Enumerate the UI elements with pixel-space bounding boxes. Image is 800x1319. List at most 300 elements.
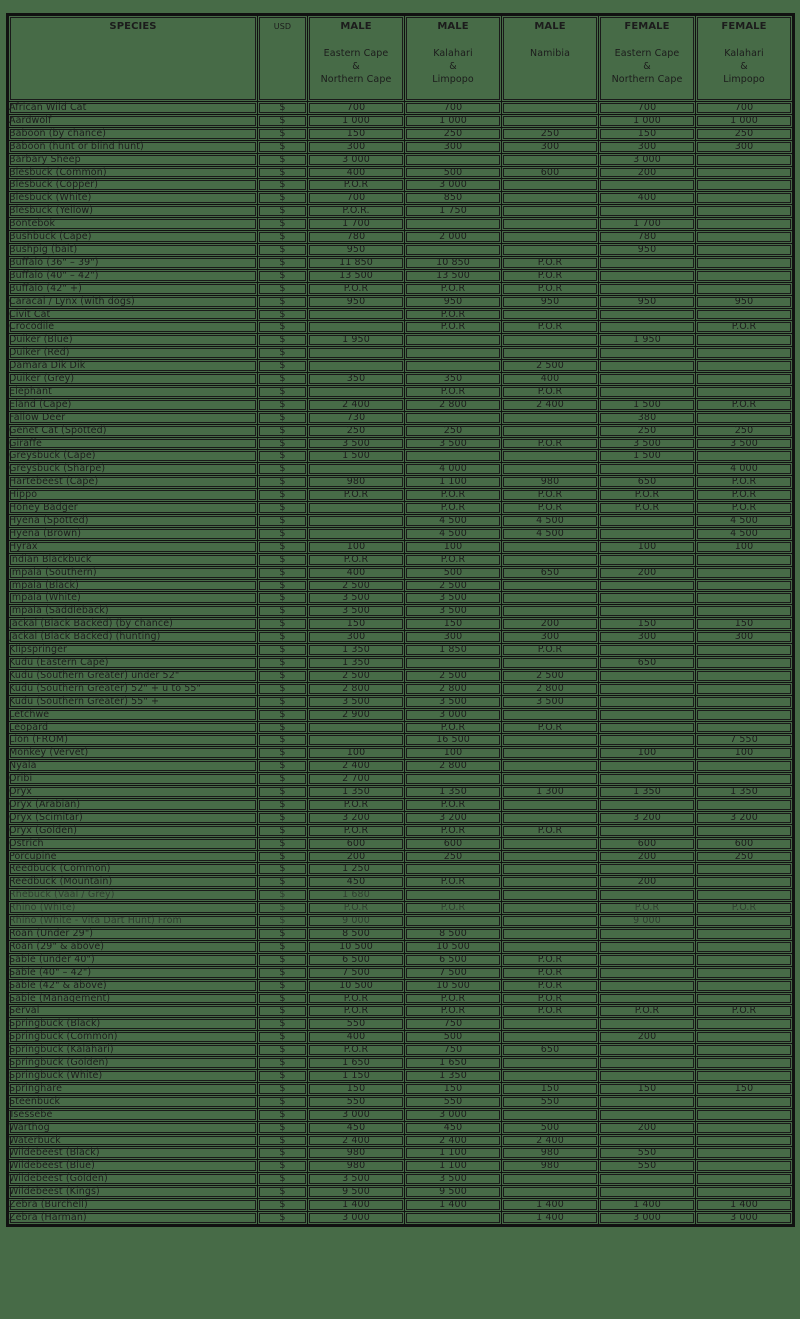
species-cell: Bontebok	[9, 218, 257, 230]
male-namibia-cell	[502, 592, 598, 604]
header-species: SPECIES	[9, 16, 257, 101]
species-cell: Bushpig (bait)	[9, 244, 257, 256]
female-kalahari-limpopo-cell	[696, 1096, 792, 1108]
male-kalahari-limpopo-cell: 750	[405, 1044, 501, 1056]
currency-cell: $	[258, 244, 307, 256]
male-kalahari-limpopo-cell: P.O.R	[405, 876, 501, 888]
species-cell: Lion (FROM)	[9, 734, 257, 746]
table-row	[9, 812, 792, 824]
currency-cell: $	[258, 1135, 307, 1147]
male-namibia-cell	[502, 1031, 598, 1043]
table-row	[9, 373, 792, 385]
male-kalahari-limpopo-cell: 10 500	[405, 980, 501, 992]
female-eastern-northern-cape-cell: 1 500	[599, 399, 695, 411]
currency-cell: $	[258, 567, 307, 579]
female-eastern-northern-cape-cell	[599, 321, 695, 333]
male-eastern-northern-cape-cell: 550	[308, 1018, 404, 1030]
currency-cell: $	[258, 954, 307, 966]
male-eastern-northern-cape-cell: 300	[308, 141, 404, 153]
male-namibia-cell: 650	[502, 1044, 598, 1056]
female-kalahari-limpopo-cell: 150	[696, 1083, 792, 1095]
species-cell: Roan (Under 29")	[9, 928, 257, 940]
species-cell: Rhino (White)	[9, 902, 257, 914]
male-kalahari-limpopo-cell: 250	[405, 425, 501, 437]
table-row	[9, 476, 792, 488]
currency-cell: $	[258, 1018, 307, 1030]
table-row	[9, 179, 792, 191]
female-eastern-northern-cape-cell	[599, 1018, 695, 1030]
male-eastern-northern-cape-cell: P.O.R	[308, 993, 404, 1005]
male-eastern-northern-cape-cell	[308, 515, 404, 527]
male-namibia-cell	[502, 1186, 598, 1198]
female-kalahari-limpopo-cell	[696, 889, 792, 901]
male-kalahari-limpopo-cell	[405, 360, 501, 372]
female-eastern-northern-cape-cell: 200	[599, 876, 695, 888]
male-kalahari-limpopo-cell	[405, 773, 501, 785]
male-eastern-northern-cape-cell: 9 000	[308, 915, 404, 927]
male-kalahari-limpopo-cell: 2 500	[405, 580, 501, 592]
female-eastern-northern-cape-cell	[599, 386, 695, 398]
male-kalahari-limpopo-cell: 8 500	[405, 928, 501, 940]
male-kalahari-limpopo-cell: P.O.R	[405, 993, 501, 1005]
female-kalahari-limpopo-cell	[696, 799, 792, 811]
male-eastern-northern-cape-cell: 250	[308, 425, 404, 437]
table-row	[9, 838, 792, 850]
currency-cell: $	[258, 373, 307, 385]
female-kalahari-limpopo-cell	[696, 722, 792, 734]
male-eastern-northern-cape-cell: 2 500	[308, 580, 404, 592]
male-eastern-northern-cape-cell: 150	[308, 1083, 404, 1095]
male-kalahari-limpopo-cell: 13 500	[405, 270, 501, 282]
female-eastern-northern-cape-cell	[599, 463, 695, 475]
species-cell: Warthog	[9, 1122, 257, 1134]
male-eastern-northern-cape-cell: 700	[308, 192, 404, 204]
table-row	[9, 528, 792, 540]
table-row	[9, 425, 792, 437]
currency-cell: $	[258, 670, 307, 682]
male-kalahari-limpopo-cell: P.O.R	[405, 722, 501, 734]
species-cell: Oribi	[9, 773, 257, 785]
table-row	[9, 218, 792, 230]
female-kalahari-limpopo-cell	[696, 218, 792, 230]
male-namibia-cell: 200	[502, 618, 598, 630]
female-eastern-northern-cape-cell	[599, 283, 695, 295]
male-namibia-cell	[502, 799, 598, 811]
female-eastern-northern-cape-cell	[599, 554, 695, 566]
male-kalahari-limpopo-cell: 500	[405, 567, 501, 579]
male-namibia-cell: 250	[502, 128, 598, 140]
female-kalahari-limpopo-cell: 3 500	[696, 438, 792, 450]
male-eastern-northern-cape-cell: 700	[308, 102, 404, 114]
male-namibia-cell: P.O.R	[502, 722, 598, 734]
female-kalahari-limpopo-cell	[696, 1070, 792, 1082]
species-cell: Monkey (Vervet)	[9, 747, 257, 759]
currency-cell: $	[258, 980, 307, 992]
male-namibia-cell: 980	[502, 1147, 598, 1159]
species-cell: Blesbuck (Copper)	[9, 179, 257, 191]
female-eastern-northern-cape-cell: 400	[599, 192, 695, 204]
male-kalahari-limpopo-cell: 1 400	[405, 1199, 501, 1211]
male-kalahari-limpopo-cell: 100	[405, 747, 501, 759]
female-kalahari-limpopo-cell	[696, 1173, 792, 1185]
currency-cell: $	[258, 412, 307, 424]
table-row	[9, 954, 792, 966]
male-kalahari-limpopo-cell	[405, 1212, 501, 1224]
female-eastern-northern-cape-cell	[599, 954, 695, 966]
male-eastern-northern-cape-cell: 2 800	[308, 683, 404, 695]
female-eastern-northern-cape-cell: 1 400	[599, 1199, 695, 1211]
female-kalahari-limpopo-cell: P.O.R	[696, 399, 792, 411]
table-header-row	[9, 16, 792, 101]
currency-cell: $	[258, 192, 307, 204]
female-kalahari-limpopo-cell: 3 200	[696, 812, 792, 824]
male-namibia-cell: P.O.R	[502, 502, 598, 514]
male-eastern-northern-cape-cell: 11 850	[308, 257, 404, 269]
male-eastern-northern-cape-cell: 1 350	[308, 644, 404, 656]
male-eastern-northern-cape-cell: 3 000	[308, 154, 404, 166]
header-region-label: Kalahari & Limpopo	[432, 47, 474, 85]
table-row	[9, 631, 792, 643]
male-kalahari-limpopo-cell: 250	[405, 851, 501, 863]
species-cell: Kudu (Southern Greater) 52" + u to 55"	[9, 683, 257, 695]
female-kalahari-limpopo-cell: 4 000	[696, 463, 792, 475]
table-row	[9, 231, 792, 243]
species-cell: Springbuck (Kalahari)	[9, 1044, 257, 1056]
male-namibia-cell: 980	[502, 476, 598, 488]
male-namibia-cell	[502, 928, 598, 940]
species-cell: Leopard	[9, 722, 257, 734]
female-kalahari-limpopo-cell	[696, 231, 792, 243]
currency-cell: $	[258, 734, 307, 746]
species-cell: Rhino (White - Vita Dart Hunt) From	[9, 915, 257, 927]
female-eastern-northern-cape-cell: 550	[599, 1160, 695, 1172]
female-kalahari-limpopo-cell	[696, 554, 792, 566]
female-eastern-northern-cape-cell	[599, 528, 695, 540]
male-eastern-northern-cape-cell: 400	[308, 1031, 404, 1043]
currency-cell: $	[258, 786, 307, 798]
male-kalahari-limpopo-cell: 3 500	[405, 605, 501, 617]
currency-cell: $	[258, 722, 307, 734]
species-cell: Waterbuck	[9, 1135, 257, 1147]
currency-cell: $	[258, 928, 307, 940]
female-kalahari-limpopo-cell: 950	[696, 296, 792, 308]
currency-cell: $	[258, 760, 307, 772]
species-cell: Hippo	[9, 489, 257, 501]
male-eastern-northern-cape-cell: 10 500	[308, 980, 404, 992]
male-eastern-northern-cape-cell: 780	[308, 231, 404, 243]
male-kalahari-limpopo-cell: 2 800	[405, 683, 501, 695]
female-eastern-northern-cape-cell: 200	[599, 567, 695, 579]
female-kalahari-limpopo-cell	[696, 670, 792, 682]
table-row	[9, 1147, 792, 1159]
species-cell: Ostrich	[9, 838, 257, 850]
currency-cell: $	[258, 541, 307, 553]
species-cell: Giraffe	[9, 438, 257, 450]
species-cell: Springbuck (White)	[9, 1070, 257, 1082]
currency-cell: $	[258, 502, 307, 514]
table-row	[9, 321, 792, 333]
male-eastern-northern-cape-cell: P.O.R	[308, 179, 404, 191]
table-row	[9, 257, 792, 269]
male-namibia-cell: 300	[502, 141, 598, 153]
species-cell: Hyrax	[9, 541, 257, 553]
currency-cell: $	[258, 141, 307, 153]
female-kalahari-limpopo-cell	[696, 954, 792, 966]
female-kalahari-limpopo-cell: P.O.R	[696, 902, 792, 914]
male-eastern-northern-cape-cell: P.O.R	[308, 902, 404, 914]
species-cell: Hartebeest (Cape)	[9, 476, 257, 488]
female-eastern-northern-cape-cell	[599, 580, 695, 592]
currency-cell: $	[258, 747, 307, 759]
female-eastern-northern-cape-cell: 3 000	[599, 1212, 695, 1224]
trophy-price-table	[6, 13, 795, 1227]
currency-cell: $	[258, 1147, 307, 1159]
male-eastern-northern-cape-cell: 1 500	[308, 450, 404, 462]
male-kalahari-limpopo-cell: 1 350	[405, 1070, 501, 1082]
female-kalahari-limpopo-cell	[696, 567, 792, 579]
male-eastern-northern-cape-cell: 3 000	[308, 1109, 404, 1121]
male-eastern-northern-cape-cell	[308, 734, 404, 746]
table-body	[9, 102, 792, 1224]
female-eastern-northern-cape-cell	[599, 709, 695, 721]
currency-cell: $	[258, 889, 307, 901]
male-namibia-cell: P.O.R	[502, 967, 598, 979]
male-eastern-northern-cape-cell: 1 700	[308, 218, 404, 230]
female-kalahari-limpopo-cell	[696, 1057, 792, 1069]
species-cell: Barbary Sheep	[9, 154, 257, 166]
female-kalahari-limpopo-cell	[696, 1109, 792, 1121]
header-female-eastern-northern-cape: FEMALE Eastern Cape & Northern Cape	[599, 16, 695, 101]
table-row	[9, 1186, 792, 1198]
table-row	[9, 1173, 792, 1185]
female-eastern-northern-cape-cell	[599, 360, 695, 372]
currency-cell: $	[258, 115, 307, 127]
female-eastern-northern-cape-cell: 200	[599, 1122, 695, 1134]
male-eastern-northern-cape-cell: 1 950	[308, 334, 404, 346]
female-kalahari-limpopo-cell	[696, 1044, 792, 1056]
table-row	[9, 399, 792, 411]
male-namibia-cell: 300	[502, 631, 598, 643]
table-row	[9, 412, 792, 424]
male-kalahari-limpopo-cell: 3 200	[405, 812, 501, 824]
header-male-eastern-northern-cape: MALE Eastern Cape & Northern Cape	[308, 16, 404, 101]
species-cell: Porcupine	[9, 851, 257, 863]
female-eastern-northern-cape-cell: 1 350	[599, 786, 695, 798]
currency-cell: $	[258, 425, 307, 437]
male-namibia-cell	[502, 902, 598, 914]
table-row	[9, 941, 792, 953]
male-kalahari-limpopo-cell: 350	[405, 373, 501, 385]
male-kalahari-limpopo-cell: P.O.R	[405, 554, 501, 566]
male-eastern-northern-cape-cell: P.O.R	[308, 799, 404, 811]
species-cell: Roan (29" & above)	[9, 941, 257, 953]
male-kalahari-limpopo-cell	[405, 889, 501, 901]
male-eastern-northern-cape-cell	[308, 347, 404, 359]
male-eastern-northern-cape-cell: 450	[308, 1122, 404, 1134]
table-row	[9, 1135, 792, 1147]
currency-cell: $	[258, 799, 307, 811]
female-eastern-northern-cape-cell: 650	[599, 657, 695, 669]
male-namibia-cell: P.O.R	[502, 438, 598, 450]
table-row	[9, 851, 792, 863]
male-kalahari-limpopo-cell	[405, 347, 501, 359]
male-eastern-northern-cape-cell	[308, 722, 404, 734]
male-eastern-northern-cape-cell: 200	[308, 851, 404, 863]
female-eastern-northern-cape-cell	[599, 257, 695, 269]
female-eastern-northern-cape-cell: P.O.R	[599, 902, 695, 914]
species-cell: Duiker (Grey)	[9, 373, 257, 385]
female-kalahari-limpopo-cell	[696, 1018, 792, 1030]
male-eastern-northern-cape-cell: 100	[308, 541, 404, 553]
header-female-kalahari-limpopo: FEMALE Kalahari & Limpopo	[696, 16, 792, 101]
male-eastern-northern-cape-cell: 980	[308, 1160, 404, 1172]
male-namibia-cell: 1 400	[502, 1199, 598, 1211]
male-namibia-cell	[502, 554, 598, 566]
species-cell: Springhare	[9, 1083, 257, 1095]
male-namibia-cell: P.O.R	[502, 825, 598, 837]
male-namibia-cell	[502, 334, 598, 346]
female-eastern-northern-cape-cell	[599, 179, 695, 191]
female-eastern-northern-cape-cell	[599, 967, 695, 979]
female-kalahari-limpopo-cell: 1 350	[696, 786, 792, 798]
male-namibia-cell: 150	[502, 1083, 598, 1095]
female-eastern-northern-cape-cell	[599, 889, 695, 901]
male-kalahari-limpopo-cell: P.O.R	[405, 1005, 501, 1017]
male-kalahari-limpopo-cell: 1 100	[405, 476, 501, 488]
table-row	[9, 141, 792, 153]
currency-cell: $	[258, 592, 307, 604]
currency-cell: $	[258, 1005, 307, 1017]
male-kalahari-limpopo-cell: 100	[405, 541, 501, 553]
female-kalahari-limpopo-cell	[696, 592, 792, 604]
currency-cell: $	[258, 270, 307, 282]
currency-cell: $	[258, 605, 307, 617]
female-eastern-northern-cape-cell: 1 500	[599, 450, 695, 462]
female-kalahari-limpopo-cell: P.O.R	[696, 321, 792, 333]
female-eastern-northern-cape-cell	[599, 1057, 695, 1069]
species-cell: Greysbuck (Cape)	[9, 450, 257, 462]
male-namibia-cell: P.O.R	[502, 954, 598, 966]
male-namibia-cell	[502, 192, 598, 204]
species-cell: Duiker (Blue)	[9, 334, 257, 346]
species-cell: Sable (40" – 42")	[9, 967, 257, 979]
species-cell: Sable (42" & above)	[9, 980, 257, 992]
species-cell: Duiker (Red)	[9, 347, 257, 359]
male-kalahari-limpopo-cell: P.O.R	[405, 902, 501, 914]
currency-cell: $	[258, 644, 307, 656]
species-cell: Zebra (Harman)	[9, 1212, 257, 1224]
female-eastern-northern-cape-cell: 100	[599, 747, 695, 759]
male-namibia-cell	[502, 605, 598, 617]
male-kalahari-limpopo-cell: 450	[405, 1122, 501, 1134]
male-namibia-cell	[502, 941, 598, 953]
male-eastern-northern-cape-cell	[308, 360, 404, 372]
male-namibia-cell: 2 500	[502, 360, 598, 372]
male-namibia-cell	[502, 102, 598, 114]
male-eastern-northern-cape-cell: 3 500	[308, 438, 404, 450]
male-kalahari-limpopo-cell	[405, 450, 501, 462]
male-eastern-northern-cape-cell: 1 000	[308, 115, 404, 127]
male-kalahari-limpopo-cell: 9 500	[405, 1186, 501, 1198]
currency-cell: $	[258, 515, 307, 527]
male-kalahari-limpopo-cell: P.O.R	[405, 489, 501, 501]
male-namibia-cell: 3 500	[502, 696, 598, 708]
male-eastern-northern-cape-cell: 1 680	[308, 889, 404, 901]
male-kalahari-limpopo-cell: 500	[405, 167, 501, 179]
currency-cell: $	[258, 554, 307, 566]
female-kalahari-limpopo-cell	[696, 1147, 792, 1159]
female-eastern-northern-cape-cell	[599, 799, 695, 811]
male-eastern-northern-cape-cell: 3 500	[308, 696, 404, 708]
male-kalahari-limpopo-cell: 1 650	[405, 1057, 501, 1069]
male-namibia-cell: 4 500	[502, 528, 598, 540]
male-kalahari-limpopo-cell: 150	[405, 618, 501, 630]
table-row	[9, 296, 792, 308]
male-kalahari-limpopo-cell: 600	[405, 838, 501, 850]
male-eastern-northern-cape-cell: 1 350	[308, 657, 404, 669]
male-namibia-cell	[502, 347, 598, 359]
female-eastern-northern-cape-cell: 3 000	[599, 154, 695, 166]
table-row	[9, 244, 792, 256]
species-cell: Rhebuck (Vaal / Grey)	[9, 889, 257, 901]
header-region-label: Kalahari & Limpopo	[723, 47, 765, 85]
male-namibia-cell: 2 400	[502, 399, 598, 411]
male-eastern-northern-cape-cell: P.O.R	[308, 283, 404, 295]
currency-cell: $	[258, 463, 307, 475]
female-kalahari-limpopo-cell	[696, 696, 792, 708]
male-eastern-northern-cape-cell: 300	[308, 631, 404, 643]
table-row	[9, 876, 792, 888]
male-kalahari-limpopo-cell: 1 100	[405, 1147, 501, 1159]
female-kalahari-limpopo-cell	[696, 192, 792, 204]
male-eastern-northern-cape-cell: 8 500	[308, 928, 404, 940]
species-cell: Genet Cat (Spotted)	[9, 425, 257, 437]
female-kalahari-limpopo-cell	[696, 928, 792, 940]
species-cell: Oryx (Scimitar)	[9, 812, 257, 824]
female-kalahari-limpopo-cell	[696, 167, 792, 179]
species-cell: Letchwe	[9, 709, 257, 721]
female-eastern-northern-cape-cell: P.O.R	[599, 1005, 695, 1017]
male-namibia-cell: P.O.R	[502, 270, 598, 282]
male-eastern-northern-cape-cell: 3 000	[308, 1212, 404, 1224]
male-namibia-cell	[502, 1057, 598, 1069]
female-eastern-northern-cape-cell: 380	[599, 412, 695, 424]
table-row	[9, 618, 792, 630]
male-eastern-northern-cape-cell: 9 500	[308, 1186, 404, 1198]
table-row	[9, 1160, 792, 1172]
table-row	[9, 102, 792, 114]
female-kalahari-limpopo-cell: 3 000	[696, 1212, 792, 1224]
female-kalahari-limpopo-cell	[696, 257, 792, 269]
currency-cell: $	[258, 967, 307, 979]
female-eastern-northern-cape-cell: P.O.R	[599, 502, 695, 514]
male-namibia-cell: 980	[502, 1160, 598, 1172]
currency-cell: $	[258, 618, 307, 630]
female-kalahari-limpopo-cell: 100	[696, 747, 792, 759]
table-row	[9, 450, 792, 462]
male-kalahari-limpopo-cell: 1 850	[405, 644, 501, 656]
male-kalahari-limpopo-cell: 3 500	[405, 438, 501, 450]
table-row	[9, 605, 792, 617]
male-kalahari-limpopo-cell: 500	[405, 1031, 501, 1043]
female-kalahari-limpopo-cell	[696, 1135, 792, 1147]
male-kalahari-limpopo-cell: 700	[405, 102, 501, 114]
male-kalahari-limpopo-cell: P.O.R	[405, 321, 501, 333]
species-cell: Serval	[9, 1005, 257, 1017]
female-kalahari-limpopo-cell	[696, 386, 792, 398]
female-eastern-northern-cape-cell	[599, 515, 695, 527]
female-eastern-northern-cape-cell: 950	[599, 296, 695, 308]
